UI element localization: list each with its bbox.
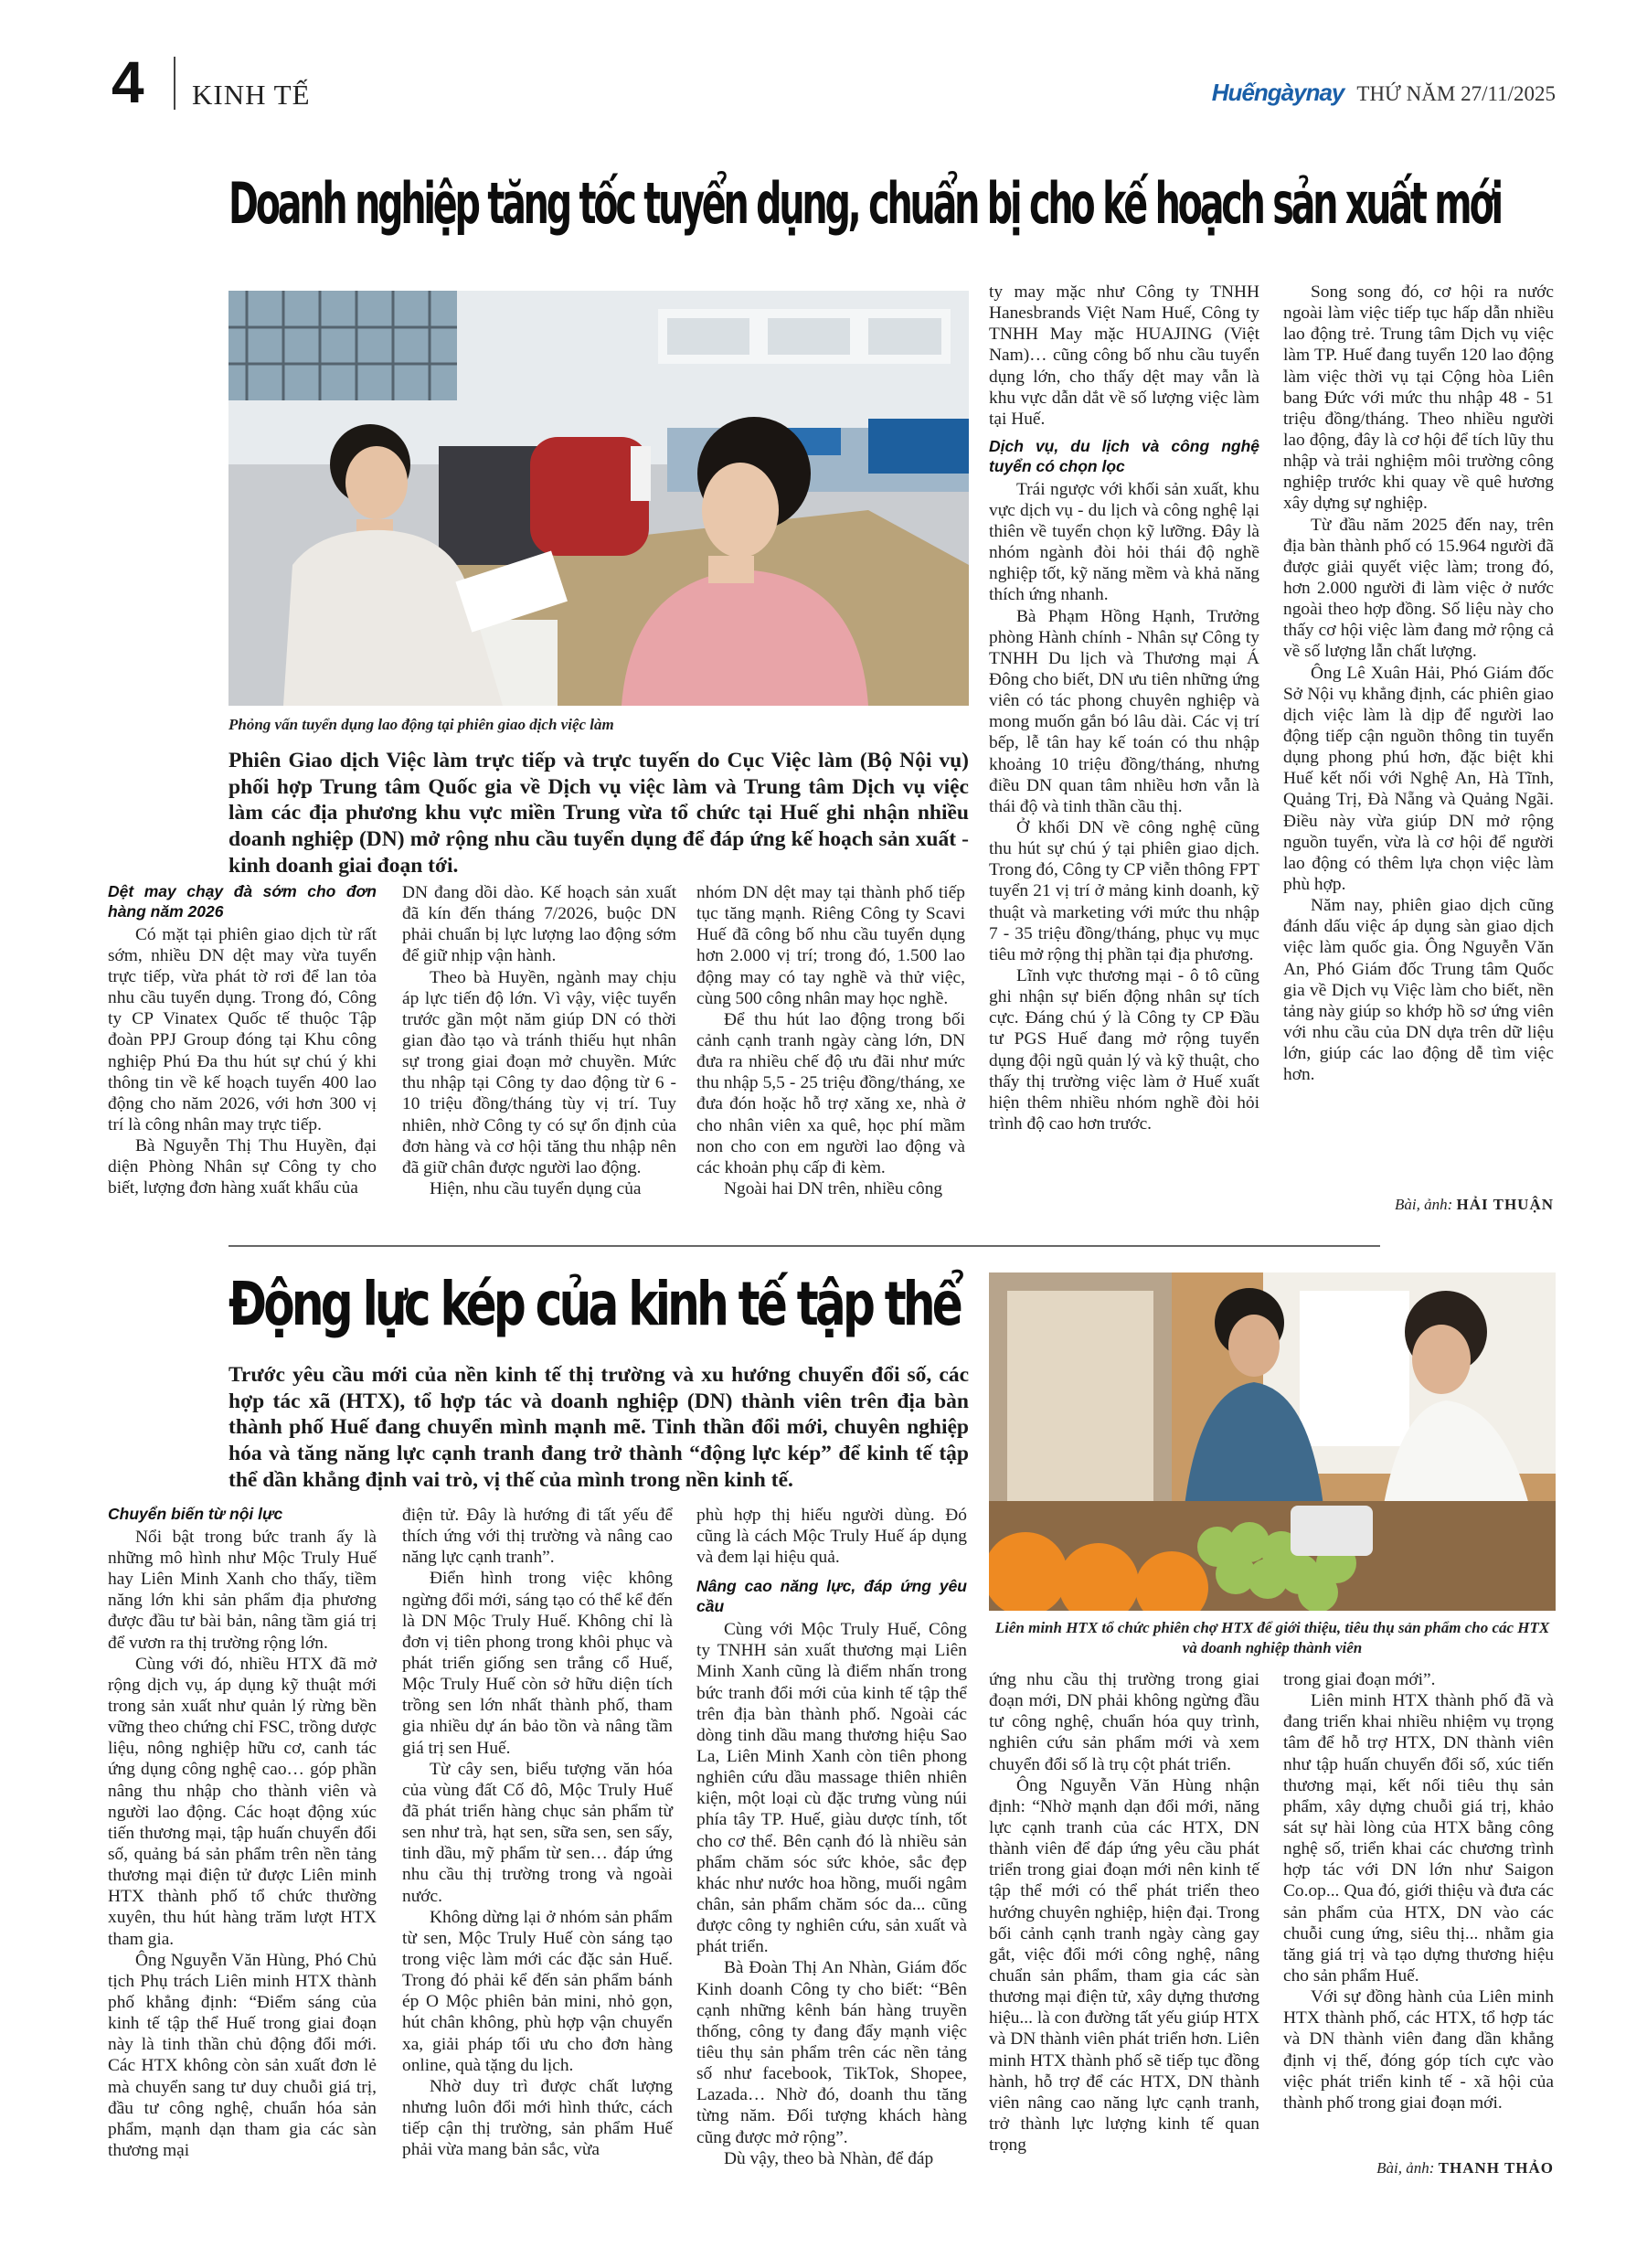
- byline-author: THANH THẢO: [1438, 2159, 1554, 2177]
- paragraph: Có mặt tại phiên giao dịch từ rất sớm, nhiều DN dệt may vừa tuyển trực tiếp, vừa phát tờ rơi để lan tỏa nhu cầu tuyển dụng. Trong đó, Công ty CP Vinatex Quốc tế thuộc Tập đoàn PPJ Group đóng tại Khu công nghiệp Phú Đa thu hút sự chú ý khi thông tin về kế hoạch tuyển 400 lao động cho năm 2026, với hơn 300 vị trí là công nhân may trực tiếp.: [108, 924, 377, 1135]
- cooperative-market-image: [989, 1272, 1556, 1611]
- article1-column-3: [696, 882, 965, 1199]
- article-separator: [228, 1245, 1380, 1247]
- article2-column-2: [402, 1505, 673, 2160]
- article1-title: Doanh nghiệp tăng tốc tuyển dụng, chuẩn bị cho kế hoạch sản xuất mới: [228, 170, 1501, 237]
- paragraph: Ông Nguyễn Văn Hùng, Phó Chủ tịch Phụ trách Liên minh HTX thành phố khẳng định: “Điểm sáng của kinh tế tập thể Huế trong giai đoạn này là tinh thần chủ động đổi mới. Các HTX không còn sản xuất đơn lẻ mà chuyển sang tư duy chuỗi giá trị, đầu tư công nghệ, chuẩn hóa sản phẩm, mạnh dạn tham gia các sàn thương mại: [108, 1950, 377, 2160]
- paragraph: Ở khối DN về công nghệ cũng thu hút sự chú ý tại phiên giao dịch. Trong đó, Công ty CP viễn thông FPT tuyển 21 vị trí ở mảng kinh doanh, kỹ thuật và marketing với mức thu nhập 7 - 35 triệu đồng/tháng, phục vụ mục tiêu mở rộng thị phần tại địa phương.: [989, 817, 1259, 964]
- paragraph: Ngoài hai DN trên, nhiều công: [724, 1178, 943, 1198]
- subheading: Dệt may chạy đà sớm cho đơn hàng năm 2026: [108, 882, 377, 921]
- article2-lead: Trước yêu cầu mới của nền kinh tế thị trường và xu hướng chuyển đổi số, các hợp tác xã (HTX), tổ hợp tác và doanh nghiệp (DN) thành viên trên địa bàn thành phố Huế đang chuyển mình mạnh mẽ. Tinh thần đổi mới, chuyên nghiệp hóa và tăng năng lực cạnh tranh đang trở thành “động lực kép” để kinh tế tập thể dần khẳng định vai trò, vị thế của mình trong nền kinh tế.: [228, 1363, 969, 1492]
- article1-column-2: [402, 882, 676, 1199]
- paragraph: điện tử. Đây là hướng đi tất yếu để thích ứng với thị trường và nâng cao năng lực cạnh tranh”.: [402, 1506, 673, 1568]
- paragraph: ty may mặc như Công ty TNHH Hanesbrands Việt Nam Huế, Công ty TNHH May mặc HUAJING (Việt Nam)… cũng công bố nhu cầu tuyển dụng lớn, cho thấy dệt may vẫn là khu vực dẫn dắt về số lượng việc làm tại Huế.: [989, 282, 1259, 429]
- article1-photo-caption: Phỏng vấn tuyển dụng lao động tại phiên giao dịch việc làm: [228, 716, 614, 733]
- article2-photo-caption: Liên minh HTX tổ chức phiên chợ HTX để giới thiệu, tiêu thụ sản phẩm cho các HTX và doanh nghiệp thành viên: [994, 1619, 1550, 1657]
- subheading: Chuyển biến từ nội lực: [108, 1505, 283, 1523]
- paragraph: Liên minh HTX thành phố đã và đang triển khai nhiều nhiệm vụ trọng tâm để hỗ trợ HTX, DN thành viên như tập huấn chuyển đổi số, xúc tiến thương mại, kết nối tiêu thụ sản phẩm, xây dựng chuỗi giá trị, khảo sát sự hài lòng của HTX bằng công nghệ số, triển khai các chương trình hợp tác với DN lớn như Saigon Co.op... Qua đó, giới thiệu và đưa các sản phẩm của HTX, DN vào các chuỗi cung ứng, siêu thị... nhằm gia tăng giá trị và tạo dựng thương hiệu cho sản phẩm Huế.: [1283, 1691, 1554, 1986]
- issue-date: THỨ NĂM 27/11/2025: [1356, 82, 1556, 105]
- article2-column-4: [989, 1669, 1259, 2156]
- paragraph: Cùng với đó, nhiều HTX đã mở rộng dịch vụ, áp dụng kỹ thuật mới trong sản xuất như quản lý rừng bền vững theo chứng chỉ FSC, trồng dược liệu, nông nghiệp hữu cơ, canh tác ứng dụng công nghệ cao… góp phần nâng thu nhập cho thành viên và người lao động. Các hoạt động xúc tiến thương mại, tập huấn chuyển đổi số, quảng bá sản phẩm trên nền tảng thương mại điện tử được Liên minh HTX thành phố tổ chức thường xuyên, thu hút hàng trăm lượt HTX tham gia.: [108, 1654, 377, 1949]
- subheading: Nâng cao năng lực, đáp ứng yêu cầu: [696, 1577, 967, 1616]
- article1-column-4: [989, 282, 1259, 1134]
- byline-author: HẢI THUẬN: [1456, 1196, 1554, 1213]
- paragraph: Không dừng lại ở nhóm sản phẩm từ sen, Mộc Truly Huế còn sáng tạo trong việc làm mới các đặc sản Huế. Trong đó phải kể đến sản phẩm bánh ép O Mộc phiên bản mini, nhỏ gọn, hút chân không, phù hợp vận chuyển xa, giải pháp tối ưu cho đơn hàng online, quà tặng du lịch.: [402, 1907, 673, 2075]
- paragraph: Song song đó, cơ hội ra nước ngoài làm việc tiếp tục hấp dẫn nhiều lao động trẻ. Trung tâm Dịch vụ việc làm TP. Huế đang tuyển 120 lao động làm việc thời vụ tại Cộng hòa Liên bang Đức với mức thu nhập 48 - 51 triệu đồng/tháng. Theo nhiều người lao động, đây là cơ hội để tích lũy thu nhập và trải nghiệm môi trường công nghiệp trước khi quay về quê hương xây dựng sự nghiệp.: [1283, 282, 1554, 514]
- paragraph: trong giai đoạn mới”.: [1283, 1670, 1436, 1689]
- paragraph: Theo bà Huyền, ngành may chịu áp lực tiến độ lớn. Vì vậy, việc tuyển trước gần một năm giúp DN có thời gian đào tạo và tránh thiếu hụt nhân sự trong giai đoạn mở chuyền. Mức thu nhập tại Công ty dao động từ 6 - 10 triệu đồng/tháng tùy vị trí. Tuy nhiên, nhờ Công ty có sự ổn định của đơn hàng và cơ hội tăng thu nhập nên đã giữ chân được người lao động.: [402, 967, 676, 1177]
- byline-prefix: Bài, ảnh:: [1395, 1196, 1453, 1213]
- article1-photo: [228, 291, 969, 706]
- paragraph: Dù vậy, theo bà Nhàn, để đáp: [724, 2148, 934, 2168]
- recruitment-interview-image: [228, 291, 969, 706]
- paragraph: Hiện, nhu cầu tuyển dụng của: [430, 1178, 642, 1198]
- paragraph: ứng nhu cầu thị trường trong giai đoạn mới, DN phải không ngừng đầu tư công nghệ, chuẩn hóa quy trình, nghiên cứu sản phẩm mới và xem chuyển đổi số là trụ cột phát triển.: [989, 1670, 1259, 1774]
- article2-photo: [989, 1272, 1556, 1611]
- paragraph: Nổi bật trong bức tranh ấy là những mô hình như Mộc Truly Huế hay Liên Minh Xanh cho thấy, tiềm năng lớn khi sản phẩm địa phương được đầu tư bài bản, nâng tầm giá trị để vươn ra thị trường rộng lớn.: [108, 1527, 377, 1653]
- article2-title: Động lực kép của kinh tế tập thể: [228, 1269, 961, 1339]
- article2-column-5: [1283, 1669, 1554, 2114]
- paragraph: nhóm DN dệt may tại thành phố tiếp tục tăng mạnh. Riêng Công ty Scavi Huế đã công bố nhu cầu tuyển dụng hơn 2.000 vị trí; trong đó, 1.500 lao động may có tay nghề và thử việc, cùng 500 công nhân may học nghề.: [696, 883, 965, 1008]
- article2-column-3: [696, 1505, 967, 2169]
- article1-byline: [1283, 1196, 1554, 1214]
- paragraph: Bà Nguyễn Thị Thu Huyền, đại diện Phòng Nhân sự Công ty cho biết, lượng đơn hàng xuất khẩu của: [108, 1136, 377, 1198]
- paragraph: Bà Đoàn Thị An Nhàn, Giám đốc Kinh doanh Công ty cho biết: “Bên cạnh những kênh bán hàng truyền thống, công ty đang đẩy mạnh việc tiêu thụ sản phẩm trên các nền tảng số như facebook, TikTok, Shopee, Lazada… Nhờ đó, doanh thu tăng từng năm. Đối tượng khách hàng cũng được mở rộng”.: [696, 1958, 967, 2147]
- header-divider: [174, 57, 175, 110]
- paper-name: Huếngàynay: [1211, 79, 1344, 106]
- paragraph: Từ đầu năm 2025 đến nay, trên địa bàn thành phố có 15.964 người đã được giải quyết việc làm; trong đó, hơn 2.000 người đi làm việc ở nước ngoài theo hợp đồng. Số liệu này cho thấy cơ hội việc làm đang mở rộng cả về số lượng lẫn chất lượng.: [1283, 515, 1554, 662]
- paragraph: Trái ngược với khối sản xuất, khu vực dịch vụ - du lịch và công nghệ lại thiên về tuyển chọn kỹ lưỡng. Đây là nhóm ngành đòi hỏi thái độ nghề nghiệp tốt, kỹ năng mềm và khả năng thích ứng nhanh.: [989, 479, 1259, 605]
- article1-column-5: [1283, 282, 1554, 1085]
- paragraph: DN đang dồi dào. Kế hoạch sản xuất đã kín đến tháng 7/2026, buộc DN phải chuẩn bị lực lượng lao động sớm để giữ nhịp vận hành.: [402, 883, 676, 966]
- article1-column-1: [108, 882, 377, 1199]
- byline-prefix: Bài, ảnh:: [1376, 2159, 1435, 2177]
- paragraph: Để thu hút lao động trong bối cảnh cạnh tranh ngày càng lớn, DN đưa ra nhiều chế độ ưu đãi như mức thu nhập 5,5 - 25 triệu đồng/tháng, xe đưa đón hoặc hỗ trợ xăng xe, nhà ở cho nhân viên xa quê, học phí mầm non cho con em người lao động và các khoản phụ cấp đi kèm.: [696, 1009, 965, 1177]
- paragraph: Lĩnh vực thương mại - ô tô cũng ghi nhận sự biến động nhân sự tích cực. Đáng chú ý là Công ty CP Đầu tư PGS Huế đang mở rộng tuyển dụng đội ngũ quản lý và kỹ thuật, cho thấy thị trường việc làm ở Huế xuất hiện thêm nhiều nhóm nghề đòi hỏi trình độ cao hơn trước.: [989, 965, 1259, 1134]
- masthead: [1212, 79, 1556, 107]
- section-name: KINH TẾ: [192, 79, 311, 111]
- paragraph: Bà Phạm Hồng Hạnh, Trưởng phòng Hành chính - Nhân sự Công ty TNHH Du lịch và Thương mại Á Đông cho biết, DN ưu tiên những ứng viên có tác phong chuyên nghiệp và mong muốn gắn bó lâu dài. Các vị trí bếp, lễ tân hay kế toán có thu nhập khoảng 10 triệu đồng/tháng, nhưng điều DN quan tâm nhiều hơn vẫn là thái độ và tinh thần cầu thị.: [989, 606, 1259, 816]
- paragraph: Năm nay, phiên giao dịch cũng đánh dấu việc áp dụng sàn giao dịch việc làm quốc gia. Ông Nguyễn Văn An, Phó Giám đốc Trung tâm Quốc gia về Dịch vụ Việc làm cho biết, nền tảng này giúp so khớp hồ sơ ứng viên với nhu cầu của DN dựa trên dữ liệu lớn, giúp các lao động dễ tìm việc hơn.: [1283, 896, 1554, 1085]
- article1-lead: Phiên Giao dịch Việc làm trực tiếp và trực tuyến do Cục Việc làm (Bộ Nội vụ) phối hợp Trung tâm Quốc gia về Dịch vụ việc làm và Trung tâm Dịch vụ việc làm các địa phương khu vực miền Trung vừa tổ chức tại Huế ghi nhận nhiều doanh nghiệp (DN) mở rộng nhu cầu tuyển dụng để đáp ứng kế hoạch sản xuất - kinh doanh giai đoạn tới.: [228, 749, 969, 878]
- article2-byline: [1283, 2159, 1554, 2177]
- article2-column-1: [108, 1505, 377, 2161]
- paragraph: Với sự đồng hành của Liên minh HTX thành phố, các HTX, tổ hợp tác và DN thành viên đang dần khẳng định vị thế, đóng góp tích cực vào việc phát triển kinh tế - xã hội của thành phố trong giai đoạn mới.: [1283, 1987, 1554, 2113]
- paragraph: Nhờ duy trì được chất lượng nhưng luôn đổi mới hình thức, cách tiếp cận thị trường, sản phẩm Huế phải vừa mang bản sắc, vừa: [402, 2076, 673, 2160]
- paragraph: Cùng với Mộc Truly Huế, Công ty TNHH sản xuất thương mại Liên Minh Xanh cũng là điểm nhấn trong bức tranh đổi mới của kinh tế tập thể trên địa bàn thành phố. Ngoài các dòng tinh dầu mang thương hiệu Sao La, Liên Minh Xanh còn tiên phong nghiên cứu dầu massage thiên nhiên kiện, một loại cù đặc trưng vùng núi phía tây TP. Huế, giàu dược tính, tốt cho cơ thể. Bên cạnh đó là nhiều sản phẩm chăm sóc sức khỏe, sắc đẹp khác như nước hoa hồng, muối ngâm chân, sản phẩm chăm sóc da... cũng được công ty nghiên cứu, sản xuất và phát triển.: [696, 1620, 967, 1957]
- paragraph: Từ cây sen, biểu tượng văn hóa của vùng đất Cố đô, Mộc Truly Huế đã phát triển hàng chục sản phẩm từ sen như trà, hạt sen, sữa sen, sen sấy, tinh dầu, mỹ phẩm từ sen… đáp ứng nhu cầu thị trường trong và ngoài nước.: [402, 1759, 673, 1906]
- paragraph: Điển hình trong việc không ngừng đổi mới, sáng tạo có thể kể đến là DN Mộc Truly Huế. Không chỉ là đơn vị tiên phong trong khôi phục và phát triển giống sen trắng cổ Huế, Mộc Truly Huế còn sở hữu diện tích trồng sen lớn nhất thành phố, tham gia nhiều dự án bảo tồn và nâng tầm giá trị sen Huế.: [402, 1569, 673, 1758]
- paragraph: Ông Lê Xuân Hải, Phó Giám đốc Sở Nội vụ khẳng định, các phiên giao dịch việc làm là dịp để người lao động tiếp cận nguồn thông tin tuyển dụng phong phú hơn, đặc biệt khi Huế kết nối với Nghệ An, Hà Tĩnh, Quảng Trị, Đà Nẵng và Quảng Ngãi. Điều này vừa giúp DN mở rộng nguồn tuyển, vừa là cơ hội để người lao động có thêm lựa chọn việc làm phù hợp.: [1283, 663, 1554, 894]
- subheading: Dịch vụ, du lịch và công nghệ tuyển có chọn lọc: [989, 436, 1259, 475]
- paragraph: phù hợp thị hiếu người dùng. Đó cũng là cách Mộc Truly Huế áp dụng và đem lại hiệu quả.: [696, 1506, 967, 1568]
- page-number: 4: [112, 49, 144, 115]
- paragraph: Ông Nguyễn Văn Hùng nhận định: “Nhờ mạnh dạn đổi mới, năng lực cạnh tranh của các HTX, DN thành viên để đáp ứng yêu cầu phát triển trong giai đoạn mới nên kinh tế tập thể mới có thể phát triển theo hướng chuyên nghiệp, hiện đại. Trong bối cảnh cạnh tranh ngày càng gay gắt, việc đổi mới công nghệ, nâng chuẩn sản phẩm, tham gia các sàn thương mại điện tử, xây dựng thương hiệu... là con đường tất yếu giúp HTX và DN thành viên phát triển hơn. Liên minh HTX thành phố sẽ tiếp tục đồng hành, hỗ trợ để các HTX, DN thành viên nâng cao năng lực cạnh tranh, trở thành lực lượng kinh tế quan trọng: [989, 1775, 1259, 2156]
